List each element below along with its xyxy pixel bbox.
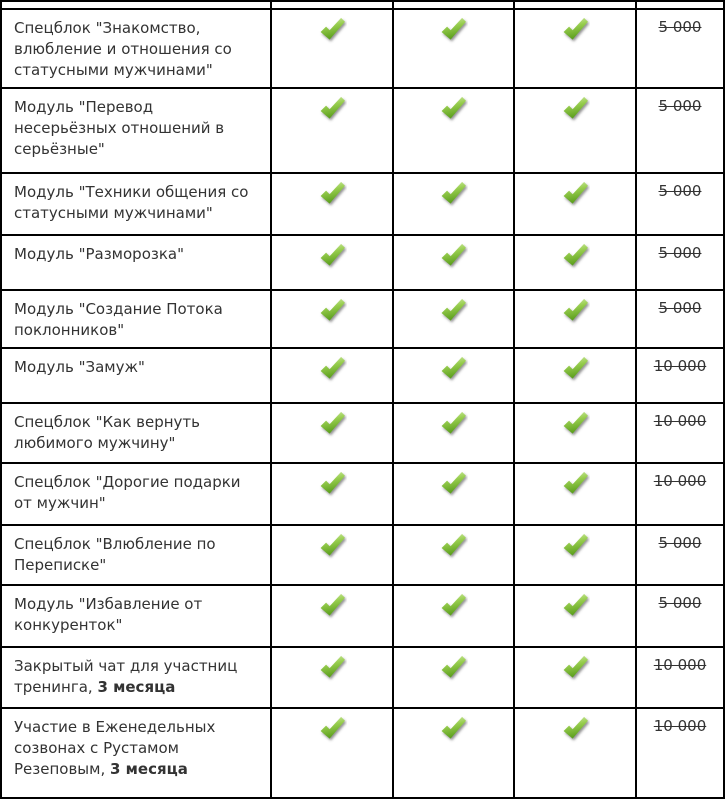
checkmark-icon [318, 654, 347, 683]
check-cell [514, 647, 636, 708]
empty-cell [1, 1, 271, 9]
check-cell [393, 525, 514, 585]
check-cell [393, 173, 514, 235]
table-row [1, 708, 724, 798]
checkmark-icon [561, 180, 590, 209]
row-label [1, 463, 271, 525]
row-label-text: Участие в Еженедельных созвонах с Рустамом Резеповым, [14, 718, 216, 778]
table-row [1, 9, 724, 88]
checkmark-icon [439, 470, 468, 499]
row-label-text: Модуль "Создание Потока поклонников" [14, 300, 223, 339]
checkmark-icon [561, 470, 590, 499]
row-label-text: Модуль "Разморозка" [14, 245, 184, 263]
table-row [1, 647, 724, 708]
check-cell [514, 348, 636, 403]
check-cell [271, 290, 393, 348]
table-row-partial-top [1, 1, 724, 9]
row-label-text: Модуль "Перевод несерьёзных отношений в серьёзные" [14, 98, 225, 158]
check-cell [514, 290, 636, 348]
price-cell [636, 463, 724, 525]
check-cell [393, 88, 514, 173]
price-strikethrough: 5 000 [658, 182, 702, 200]
checkmark-icon [439, 715, 468, 744]
row-label-text: Закрытый чат для участниц тренинга, [14, 657, 238, 696]
row-label [1, 403, 271, 463]
row-label-text: Спецблок "Влюбление по Переписке" [14, 535, 216, 574]
table-row [1, 463, 724, 525]
price-cell [636, 348, 724, 403]
price-cell [636, 525, 724, 585]
check-cell [271, 9, 393, 88]
row-label-text: Спецблок "Как вернуть любимого мужчину" [14, 413, 200, 452]
check-cell [271, 235, 393, 290]
check-cell [393, 647, 514, 708]
row-label-text: Спецблок "Знакомство, влюбление и отношения со статусными мужчинами" [14, 19, 232, 79]
checkmark-icon [439, 654, 468, 683]
checkmark-icon [439, 410, 468, 439]
row-label-text: Спецблок "Дорогие подарки от мужчин" [14, 473, 241, 512]
table-row [1, 585, 724, 647]
price-cell [636, 647, 724, 708]
check-cell [271, 348, 393, 403]
checkmark-icon [439, 355, 468, 384]
row-label [1, 525, 271, 585]
table-row [1, 88, 724, 173]
price-strikethrough: 5 000 [658, 534, 702, 552]
price-strikethrough: 10 000 [653, 357, 707, 375]
check-cell [393, 235, 514, 290]
checkmark-icon [561, 410, 590, 439]
price-cell [636, 9, 724, 88]
table-row [1, 235, 724, 290]
checkmark-icon [561, 95, 590, 124]
empty-cell [514, 1, 636, 9]
checkmark-icon [561, 242, 590, 271]
check-cell [271, 585, 393, 647]
check-cell [514, 463, 636, 525]
table-row [1, 173, 724, 235]
checkmark-icon [318, 410, 347, 439]
checkmark-icon [439, 532, 468, 561]
price-strikethrough: 10 000 [653, 412, 707, 430]
check-cell [271, 525, 393, 585]
check-cell [514, 525, 636, 585]
price-strikethrough: 10 000 [653, 472, 707, 490]
check-cell [514, 585, 636, 647]
row-label [1, 647, 271, 708]
check-cell [393, 463, 514, 525]
check-cell [271, 463, 393, 525]
check-cell [514, 708, 636, 798]
check-cell [514, 88, 636, 173]
price-cell [636, 173, 724, 235]
check-cell [514, 9, 636, 88]
check-cell [514, 403, 636, 463]
checkmark-icon [439, 95, 468, 124]
checkmark-icon [318, 95, 347, 124]
price-strikethrough: 5 000 [658, 97, 702, 115]
checkmark-icon [561, 715, 590, 744]
row-label [1, 9, 271, 88]
price-cell [636, 708, 724, 798]
checkmark-icon [561, 654, 590, 683]
check-cell [271, 88, 393, 173]
row-label [1, 290, 271, 348]
check-cell [393, 708, 514, 798]
checkmark-icon [439, 16, 468, 45]
price-strikethrough: 5 000 [658, 594, 702, 612]
price-strikethrough: 10 000 [653, 717, 707, 735]
checkmark-icon [318, 297, 347, 326]
row-label-bold: 3 месяца [97, 678, 176, 696]
row-label-text: Модуль "Замуж" [14, 358, 145, 376]
checkmark-icon [561, 355, 590, 384]
empty-cell [393, 1, 514, 9]
row-label [1, 585, 271, 647]
empty-cell [636, 1, 724, 9]
check-cell [393, 585, 514, 647]
price-strikethrough: 5 000 [658, 299, 702, 317]
checkmark-icon [439, 297, 468, 326]
checkmark-icon [318, 715, 347, 744]
checkmark-icon [439, 242, 468, 271]
checkmark-icon [318, 242, 347, 271]
checkmark-icon [561, 16, 590, 45]
row-label [1, 348, 271, 403]
checkmark-icon [318, 532, 347, 561]
price-cell [636, 585, 724, 647]
check-cell [393, 403, 514, 463]
table-row [1, 290, 724, 348]
checkmark-icon [318, 470, 347, 499]
price-strikethrough: 10 000 [653, 656, 707, 674]
row-label-bold: 3 месяца [110, 760, 188, 778]
row-label [1, 708, 271, 798]
empty-cell [271, 1, 393, 9]
price-cell [636, 235, 724, 290]
checkmark-icon [561, 297, 590, 326]
check-cell [514, 173, 636, 235]
check-cell [271, 647, 393, 708]
checkmark-icon [318, 180, 347, 209]
row-label-text: Модуль "Избавление от конкуренток" [14, 595, 203, 634]
checkmark-icon [318, 355, 347, 384]
checkmark-icon [318, 16, 347, 45]
table-row [1, 403, 724, 463]
check-cell [393, 290, 514, 348]
check-cell [393, 9, 514, 88]
checkmark-icon [439, 592, 468, 621]
check-cell [271, 403, 393, 463]
row-label [1, 235, 271, 290]
row-label-text: Модуль "Техники общения со статусными мужчинами" [14, 183, 249, 222]
checkmark-icon [439, 180, 468, 209]
price-cell [636, 290, 724, 348]
check-cell [271, 173, 393, 235]
table-row [1, 525, 724, 585]
check-cell [514, 235, 636, 290]
price-strikethrough: 5 000 [658, 18, 702, 36]
checkmark-icon [561, 592, 590, 621]
checkmark-icon [561, 532, 590, 561]
price-cell [636, 88, 724, 173]
table-row [1, 348, 724, 403]
check-cell [271, 708, 393, 798]
checkmark-icon [318, 592, 347, 621]
price-cell [636, 403, 724, 463]
row-label [1, 88, 271, 173]
price-strikethrough: 5 000 [658, 244, 702, 262]
check-cell [393, 348, 514, 403]
row-label [1, 173, 271, 235]
